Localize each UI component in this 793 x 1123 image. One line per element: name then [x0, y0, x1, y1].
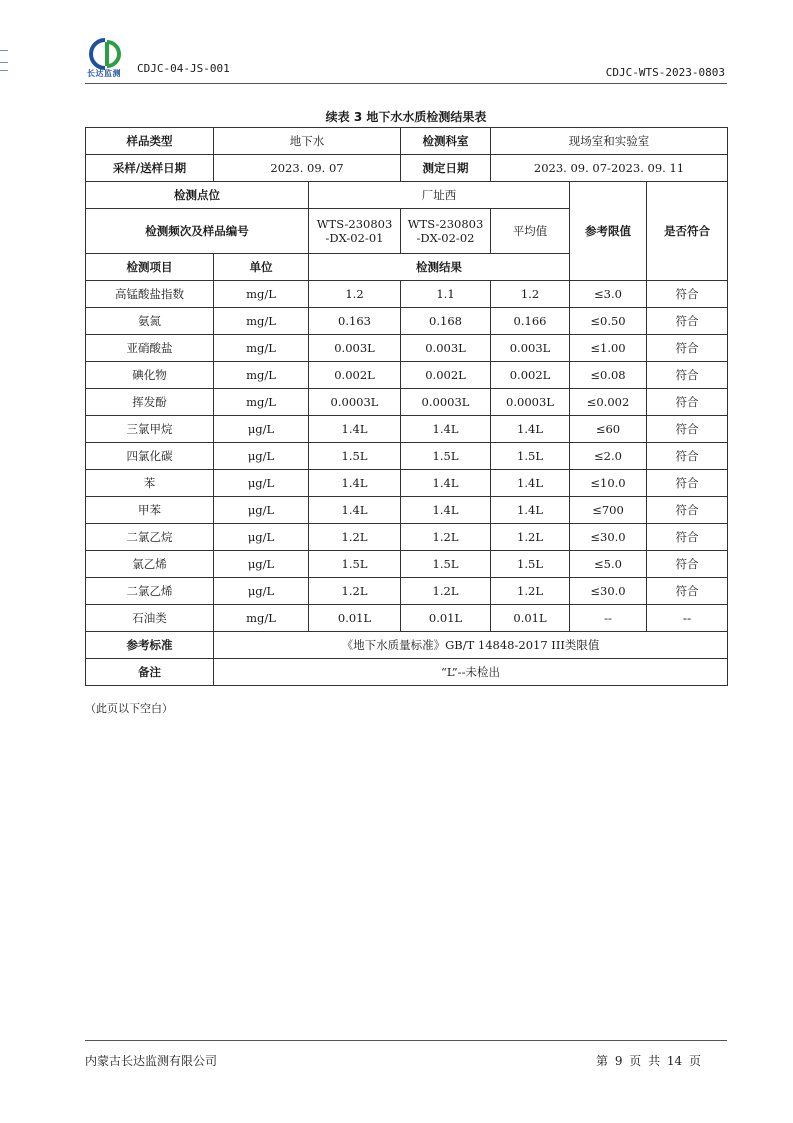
- item-cell: 二氯乙烯: [86, 578, 214, 605]
- limit-cell: ≤1.00: [570, 335, 647, 362]
- result-1-cell: 0.163: [309, 308, 401, 335]
- sample-type-label: 样品类型: [86, 128, 214, 155]
- conform-cell: 符合: [647, 470, 728, 497]
- avg-cell: 0.0003L: [491, 389, 570, 416]
- table-row: [86, 281, 728, 308]
- avg-cell: 1.4L: [491, 497, 570, 524]
- scan-edge-mark: [0, 70, 8, 71]
- result-2-cell: 0.0003L: [401, 389, 491, 416]
- result-2-cell: 1.5L: [401, 443, 491, 470]
- result-1-cell: 0.003L: [309, 335, 401, 362]
- unit-cell: mg/L: [214, 389, 309, 416]
- table-row: [86, 362, 728, 389]
- avg-cell: 1.4L: [491, 470, 570, 497]
- avg-cell: 1.4L: [491, 416, 570, 443]
- limit-cell: ≤700: [570, 497, 647, 524]
- sampling-date-value: 2023. 09. 07: [214, 155, 401, 182]
- result-2-cell: 0.168: [401, 308, 491, 335]
- item-cell: 挥发酚: [86, 389, 214, 416]
- conform-cell: 符合: [647, 497, 728, 524]
- dept-value: 现场室和实验室: [491, 128, 728, 155]
- limit-cell: ≤30.0: [570, 578, 647, 605]
- limit-cell: ≤0.50: [570, 308, 647, 335]
- unit-cell: mg/L: [214, 362, 309, 389]
- conform-header: 是否符合: [647, 182, 728, 281]
- doc-code-right: CDJC-WTS-2023-0803: [605, 66, 725, 79]
- table-row: [86, 524, 728, 551]
- result-2-cell: 0.002L: [401, 362, 491, 389]
- limit-cell: ≤0.002: [570, 389, 647, 416]
- table-row: [86, 335, 728, 362]
- conform-cell: 符合: [647, 524, 728, 551]
- result-1-cell: 0.002L: [309, 362, 401, 389]
- avg-cell: 1.5L: [491, 551, 570, 578]
- result-2-cell: 1.4L: [401, 416, 491, 443]
- limit-cell: ≤30.0: [570, 524, 647, 551]
- conform-cell: 符合: [647, 308, 728, 335]
- table-row: [86, 389, 728, 416]
- result-1-cell: 1.4L: [309, 497, 401, 524]
- item-cell: 氯乙烯: [86, 551, 214, 578]
- item-cell: 碘化物: [86, 362, 214, 389]
- point-label: 检测点位: [86, 182, 309, 209]
- avg-cell: 1.2L: [491, 524, 570, 551]
- table-row: [86, 443, 728, 470]
- result-2-cell: 1.4L: [401, 497, 491, 524]
- result-1-cell: 0.0003L: [309, 389, 401, 416]
- conform-cell: 符合: [647, 443, 728, 470]
- unit-cell: μg/L: [214, 470, 309, 497]
- standard-value: 《地下水质量标准》GB/T 14848-2017 III类限值: [214, 632, 728, 659]
- test-date-value: 2023. 09. 07-2023. 09. 11: [491, 155, 728, 182]
- result-header: 检测结果: [309, 254, 570, 281]
- result-2-cell: 0.01L: [401, 605, 491, 632]
- limit-cell: ≤5.0: [570, 551, 647, 578]
- table-row: [86, 497, 728, 524]
- result-1-cell: 1.2L: [309, 524, 401, 551]
- limit-cell: ≤60: [570, 416, 647, 443]
- unit-cell: μg/L: [214, 416, 309, 443]
- blank-below-note: （此页以下空白）: [85, 702, 173, 715]
- avg-header: 平均值: [491, 209, 570, 254]
- conform-cell: 符合: [647, 578, 728, 605]
- conform-cell: 符合: [647, 281, 728, 308]
- unit-header: 单位: [214, 254, 309, 281]
- scan-edge-mark: [0, 62, 8, 63]
- remark-label: 备注: [86, 659, 214, 686]
- point-value: 厂址西: [309, 182, 570, 209]
- conform-cell: 符合: [647, 551, 728, 578]
- conform-cell: 符合: [647, 362, 728, 389]
- result-2-cell: 1.5L: [401, 551, 491, 578]
- result-1-cell: 1.2: [309, 281, 401, 308]
- avg-cell: 0.01L: [491, 605, 570, 632]
- result-1-cell: 1.4L: [309, 470, 401, 497]
- result-2-cell: 1.2L: [401, 524, 491, 551]
- freq-label: 检测频次及样品编号: [86, 209, 309, 254]
- table-row: [86, 128, 728, 155]
- scan-edge-mark: [0, 50, 8, 51]
- result-1-cell: 1.5L: [309, 443, 401, 470]
- table-title: 续表 3 地下水水质检测结果表: [325, 110, 487, 124]
- result-2-cell: 1.2L: [401, 578, 491, 605]
- item-cell: 四氯化碳: [86, 443, 214, 470]
- avg-cell: 0.002L: [491, 362, 570, 389]
- item-cell: 亚硝酸盐: [86, 335, 214, 362]
- footer-company: 内蒙古长达监测有限公司: [85, 1054, 218, 1068]
- sample-id-1: WTS-230803 -DX-02-01: [309, 209, 401, 254]
- result-2-cell: 1.4L: [401, 470, 491, 497]
- avg-cell: 1.2: [491, 281, 570, 308]
- conform-cell: 符合: [647, 335, 728, 362]
- result-1-cell: 1.4L: [309, 416, 401, 443]
- remark-value: “L”--未检出: [214, 659, 728, 686]
- result-1-cell: 1.2L: [309, 578, 401, 605]
- doc-code-left: CDJC-04-JS-001: [137, 62, 230, 75]
- item-header: 检测项目: [86, 254, 214, 281]
- unit-cell: mg/L: [214, 308, 309, 335]
- table-row: [86, 308, 728, 335]
- page-header: [85, 36, 725, 84]
- unit-cell: μg/L: [214, 443, 309, 470]
- result-2-cell: 1.1: [401, 281, 491, 308]
- limit-cell: --: [570, 605, 647, 632]
- limit-cell: ≤3.0: [570, 281, 647, 308]
- unit-cell: μg/L: [214, 524, 309, 551]
- item-cell: 石油类: [86, 605, 214, 632]
- test-date-label: 测定日期: [401, 155, 491, 182]
- unit-cell: μg/L: [214, 578, 309, 605]
- unit-cell: μg/L: [214, 551, 309, 578]
- result-2-cell: 0.003L: [401, 335, 491, 362]
- unit-cell: mg/L: [214, 605, 309, 632]
- table-row: [86, 155, 728, 182]
- header-divider: [85, 83, 727, 84]
- table-row: [86, 470, 728, 497]
- avg-cell: 0.166: [491, 308, 570, 335]
- table-row: [86, 551, 728, 578]
- limit-cell: ≤0.08: [570, 362, 647, 389]
- limit-cell: ≤10.0: [570, 470, 647, 497]
- table-row: [86, 416, 728, 443]
- standard-label: 参考标准: [86, 632, 214, 659]
- conform-cell: --: [647, 605, 728, 632]
- table-row: [86, 182, 728, 209]
- result-1-cell: 1.5L: [309, 551, 401, 578]
- unit-cell: mg/L: [214, 281, 309, 308]
- item-cell: 氨氮: [86, 308, 214, 335]
- table-row: [86, 632, 728, 659]
- conform-cell: 符合: [647, 389, 728, 416]
- sample-id-2: WTS-230803 -DX-02-02: [401, 209, 491, 254]
- avg-cell: 0.003L: [491, 335, 570, 362]
- limit-header: 参考限值: [570, 182, 647, 281]
- table-row: [86, 578, 728, 605]
- item-cell: 二氯乙烷: [86, 524, 214, 551]
- unit-cell: μg/L: [214, 497, 309, 524]
- footer-page-info: 第 9 页 共 14 页: [596, 1054, 701, 1068]
- item-cell: 甲苯: [86, 497, 214, 524]
- logo-text: 长达监测: [87, 69, 121, 78]
- result-1-cell: 0.01L: [309, 605, 401, 632]
- avg-cell: 1.2L: [491, 578, 570, 605]
- sample-type-value: 地下水: [214, 128, 401, 155]
- item-cell: 高锰酸盐指数: [86, 281, 214, 308]
- results-table: [85, 127, 728, 686]
- sampling-date-label: 采样/送样日期: [86, 155, 214, 182]
- table-row: [86, 605, 728, 632]
- avg-cell: 1.5L: [491, 443, 570, 470]
- limit-cell: ≤2.0: [570, 443, 647, 470]
- unit-cell: mg/L: [214, 335, 309, 362]
- table-row: [86, 659, 728, 686]
- item-cell: 三氯甲烷: [86, 416, 214, 443]
- item-cell: 苯: [86, 470, 214, 497]
- footer-divider: [85, 1040, 727, 1041]
- dept-label: 检测科室: [401, 128, 491, 155]
- conform-cell: 符合: [647, 416, 728, 443]
